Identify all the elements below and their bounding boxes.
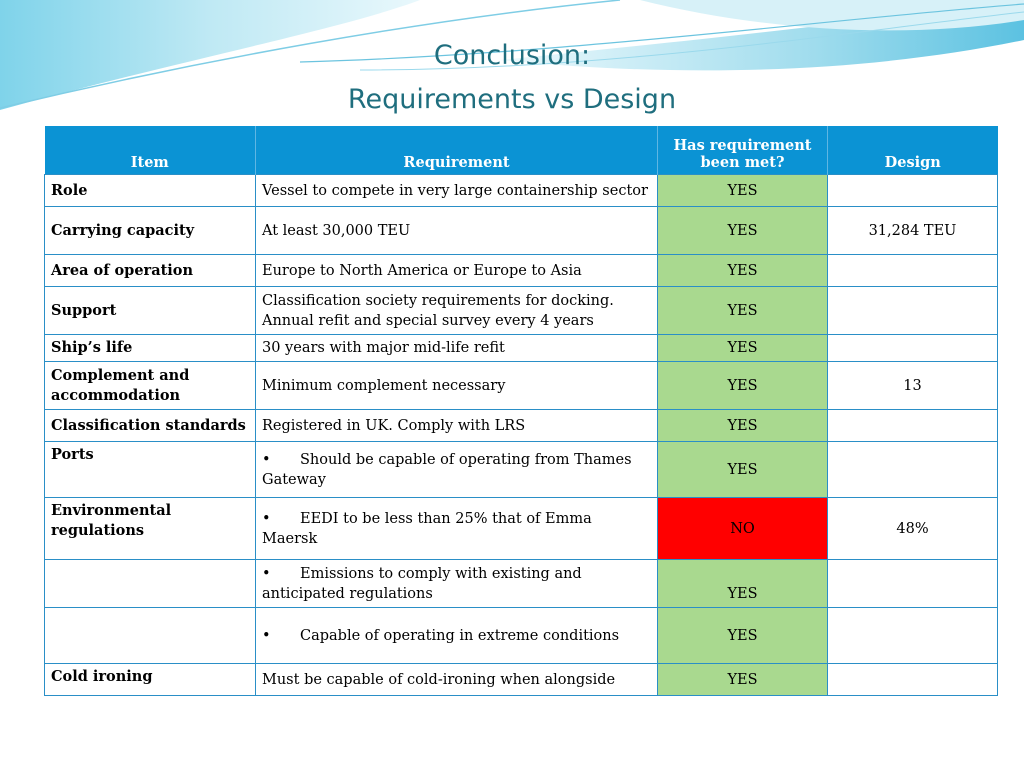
- requirement-cell: Registered in UK. Comply with LRS: [256, 410, 658, 442]
- table-row: [45, 608, 998, 664]
- header-requirement: Requirement: [256, 126, 658, 175]
- met-cell: NO: [658, 498, 828, 560]
- requirement-text: Emissions to comply with existing and anticipated regulations: [262, 565, 582, 602]
- met-cell: YES: [658, 335, 828, 362]
- requirement-cell: Must be capable of cold-ironing when alongside: [256, 664, 658, 696]
- requirements-table: [44, 126, 998, 696]
- table-row: [45, 664, 998, 696]
- slide-title-line2: Requirements vs Design: [347, 84, 677, 115]
- requirement-cell: [256, 560, 658, 608]
- item-cell: [45, 608, 256, 664]
- requirement-text: Capable of operating in extreme conditions: [300, 627, 620, 644]
- requirement-text: EEDI to be less than 25% that of Emma Maersk: [262, 510, 592, 547]
- met-cell: YES: [658, 560, 828, 608]
- table-row: [45, 335, 998, 362]
- table-row: [45, 255, 998, 287]
- design-cell: [828, 287, 998, 335]
- table-header-row: [45, 126, 998, 175]
- met-cell: YES: [658, 442, 828, 498]
- table-row: [45, 442, 998, 498]
- table-row: [45, 287, 998, 335]
- bullet-icon: •: [262, 451, 271, 468]
- design-cell: 31,284 TEU: [828, 207, 998, 255]
- design-cell: [828, 560, 998, 608]
- header-item: Item: [45, 126, 256, 175]
- design-cell: 48%: [828, 498, 998, 560]
- met-cell: YES: [658, 410, 828, 442]
- met-cell: YES: [658, 664, 828, 696]
- design-cell: [828, 175, 998, 207]
- item-cell: Support: [45, 287, 256, 335]
- design-cell: 13: [828, 362, 998, 410]
- met-cell: YES: [658, 608, 828, 664]
- design-cell: [828, 410, 998, 442]
- met-cell: YES: [658, 255, 828, 287]
- bullet-icon: •: [262, 627, 271, 644]
- item-cell: Ship’s life: [45, 335, 256, 362]
- design-cell: [828, 442, 998, 498]
- table-row: [45, 560, 998, 608]
- table-row: [45, 175, 998, 207]
- met-cell: YES: [658, 175, 828, 207]
- requirement-cell: 30 years with major mid-life refit: [256, 335, 658, 362]
- requirement-cell: [256, 498, 658, 560]
- item-cell: Area of operation: [45, 255, 256, 287]
- requirement-cell: At least 30,000 TEU: [256, 207, 658, 255]
- item-cell: [45, 560, 256, 608]
- header-met: Has requirement been met?: [658, 126, 828, 175]
- design-cell: [828, 608, 998, 664]
- item-cell: Environmental regulations: [45, 498, 256, 560]
- table-row: [45, 498, 998, 560]
- requirement-cell: Classification society requirements for docking. Annual refit and special survey every 4 years: [256, 287, 658, 335]
- requirement-cell: [256, 442, 658, 498]
- met-cell: YES: [658, 207, 828, 255]
- item-cell: Role: [45, 175, 256, 207]
- item-cell: Cold ironing: [45, 664, 256, 696]
- design-cell: [828, 664, 998, 696]
- table-row: [45, 362, 998, 410]
- requirement-cell: Vessel to compete in very large containership sector: [256, 175, 658, 207]
- slide-title-line1: Conclusion:: [433, 40, 591, 71]
- requirement-cell: Minimum complement necessary: [256, 362, 658, 410]
- item-cell: Classification standards: [45, 410, 256, 442]
- requirement-cell: Europe to North America or Europe to Asia: [256, 255, 658, 287]
- table-row: [45, 410, 998, 442]
- met-cell: YES: [658, 362, 828, 410]
- design-cell: [828, 255, 998, 287]
- requirement-text: Should be capable of operating from Thames Gateway: [262, 451, 632, 488]
- met-cell: YES: [658, 287, 828, 335]
- item-cell: Carrying capacity: [45, 207, 256, 255]
- item-cell: Complement and accommodation: [45, 362, 256, 410]
- design-cell: [828, 335, 998, 362]
- table-row: [45, 207, 998, 255]
- bullet-icon: •: [262, 510, 271, 527]
- bullet-icon: •: [262, 565, 271, 582]
- requirement-cell: [256, 608, 658, 664]
- item-cell: Ports: [45, 442, 256, 498]
- header-design: Design: [828, 126, 998, 175]
